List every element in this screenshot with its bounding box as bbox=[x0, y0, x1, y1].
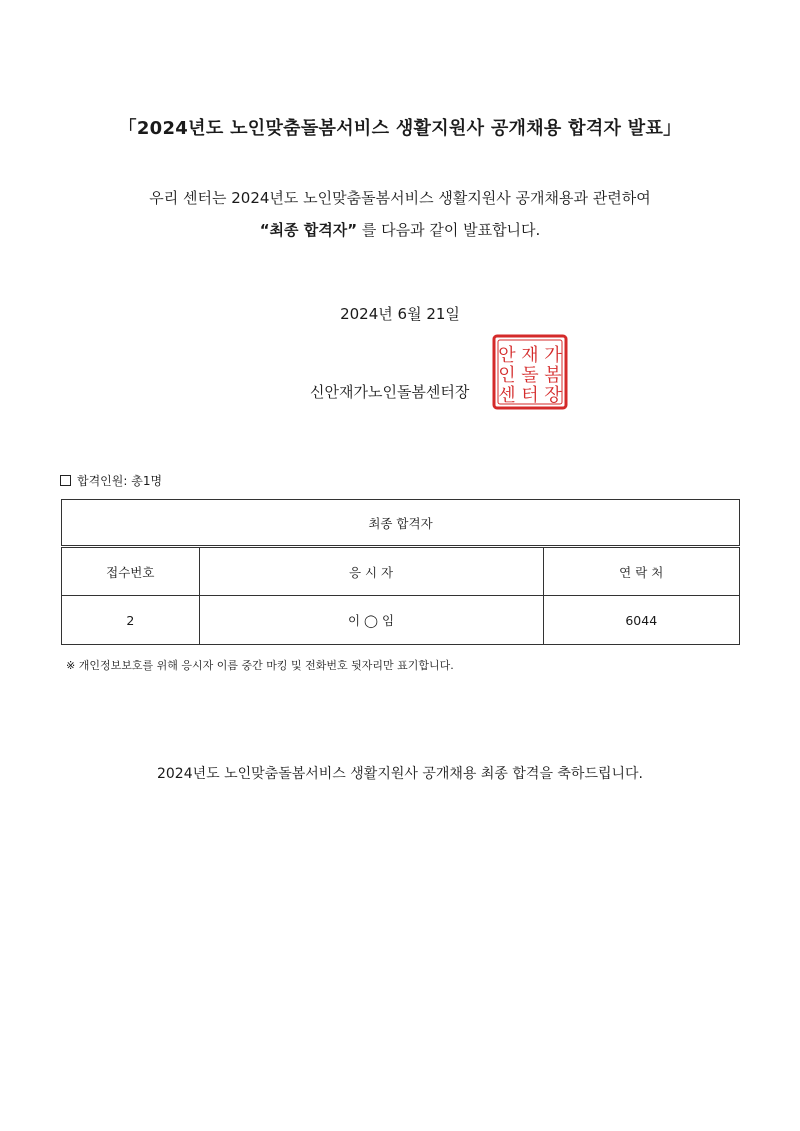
table-row bbox=[62, 596, 740, 645]
official-seal-stamp bbox=[491, 333, 569, 411]
table-caption: 최종 합격자 bbox=[62, 500, 740, 547]
intro-highlight: “최종 합격자” bbox=[259, 221, 358, 239]
seal-char: 가 bbox=[544, 345, 562, 366]
cell-receipt-number: 2 bbox=[62, 596, 200, 645]
checkbox-bullet-icon bbox=[60, 475, 71, 486]
cell-contact: 6044 bbox=[543, 596, 739, 645]
seal-char: 안 bbox=[498, 345, 516, 366]
signer-name: 신안재가노인돌봄센터장 bbox=[310, 383, 470, 401]
seal-char: 장 bbox=[544, 385, 562, 406]
table-header-row bbox=[62, 547, 740, 596]
seal-char: 돌 bbox=[521, 365, 539, 386]
seal-char: 봄 bbox=[544, 365, 562, 386]
header-contact: 연 락 처 bbox=[543, 547, 739, 596]
seal-char: 센 bbox=[498, 385, 516, 406]
header-applicant: 응 시 자 bbox=[199, 547, 543, 596]
document-title: 「2024년도 노인맞춤돌봄서비스 생활지원사 공개채용 합격자 발표」 bbox=[118, 118, 682, 139]
seal-char: 재 bbox=[521, 345, 539, 366]
announcement-date: 2024년 6월 21일 bbox=[340, 305, 460, 323]
applicant-count bbox=[60, 472, 162, 489]
seal-char: 인 bbox=[498, 365, 516, 386]
intro-line-2 bbox=[0, 219, 800, 240]
closing-message: 2024년도 노인맞춤돌봄서비스 생활지원사 공개채용 최종 합격을 축하드립니다. bbox=[156, 766, 644, 782]
count-label: 합격인원: 총1명 bbox=[77, 474, 163, 488]
header-receipt-number: 접수번호 bbox=[62, 547, 200, 596]
privacy-note: ※ 개인정보보호를 위해 응시자 이름 중간 마킹 및 전화번호 뒷자리만 표기합니다. bbox=[66, 659, 454, 672]
cell-applicant: 이 ◯ 임 bbox=[199, 596, 543, 645]
intro-line-1: 우리 센터는 2024년도 노인맞춤돌봄서비스 생활지원사 공개채용과 관련하여 bbox=[149, 189, 651, 207]
results-table bbox=[61, 499, 740, 645]
seal-char: 터 bbox=[521, 385, 539, 406]
table-caption-row bbox=[62, 500, 740, 547]
intro-line-2-rest: 를 다음과 같이 발표합니다. bbox=[357, 221, 541, 239]
